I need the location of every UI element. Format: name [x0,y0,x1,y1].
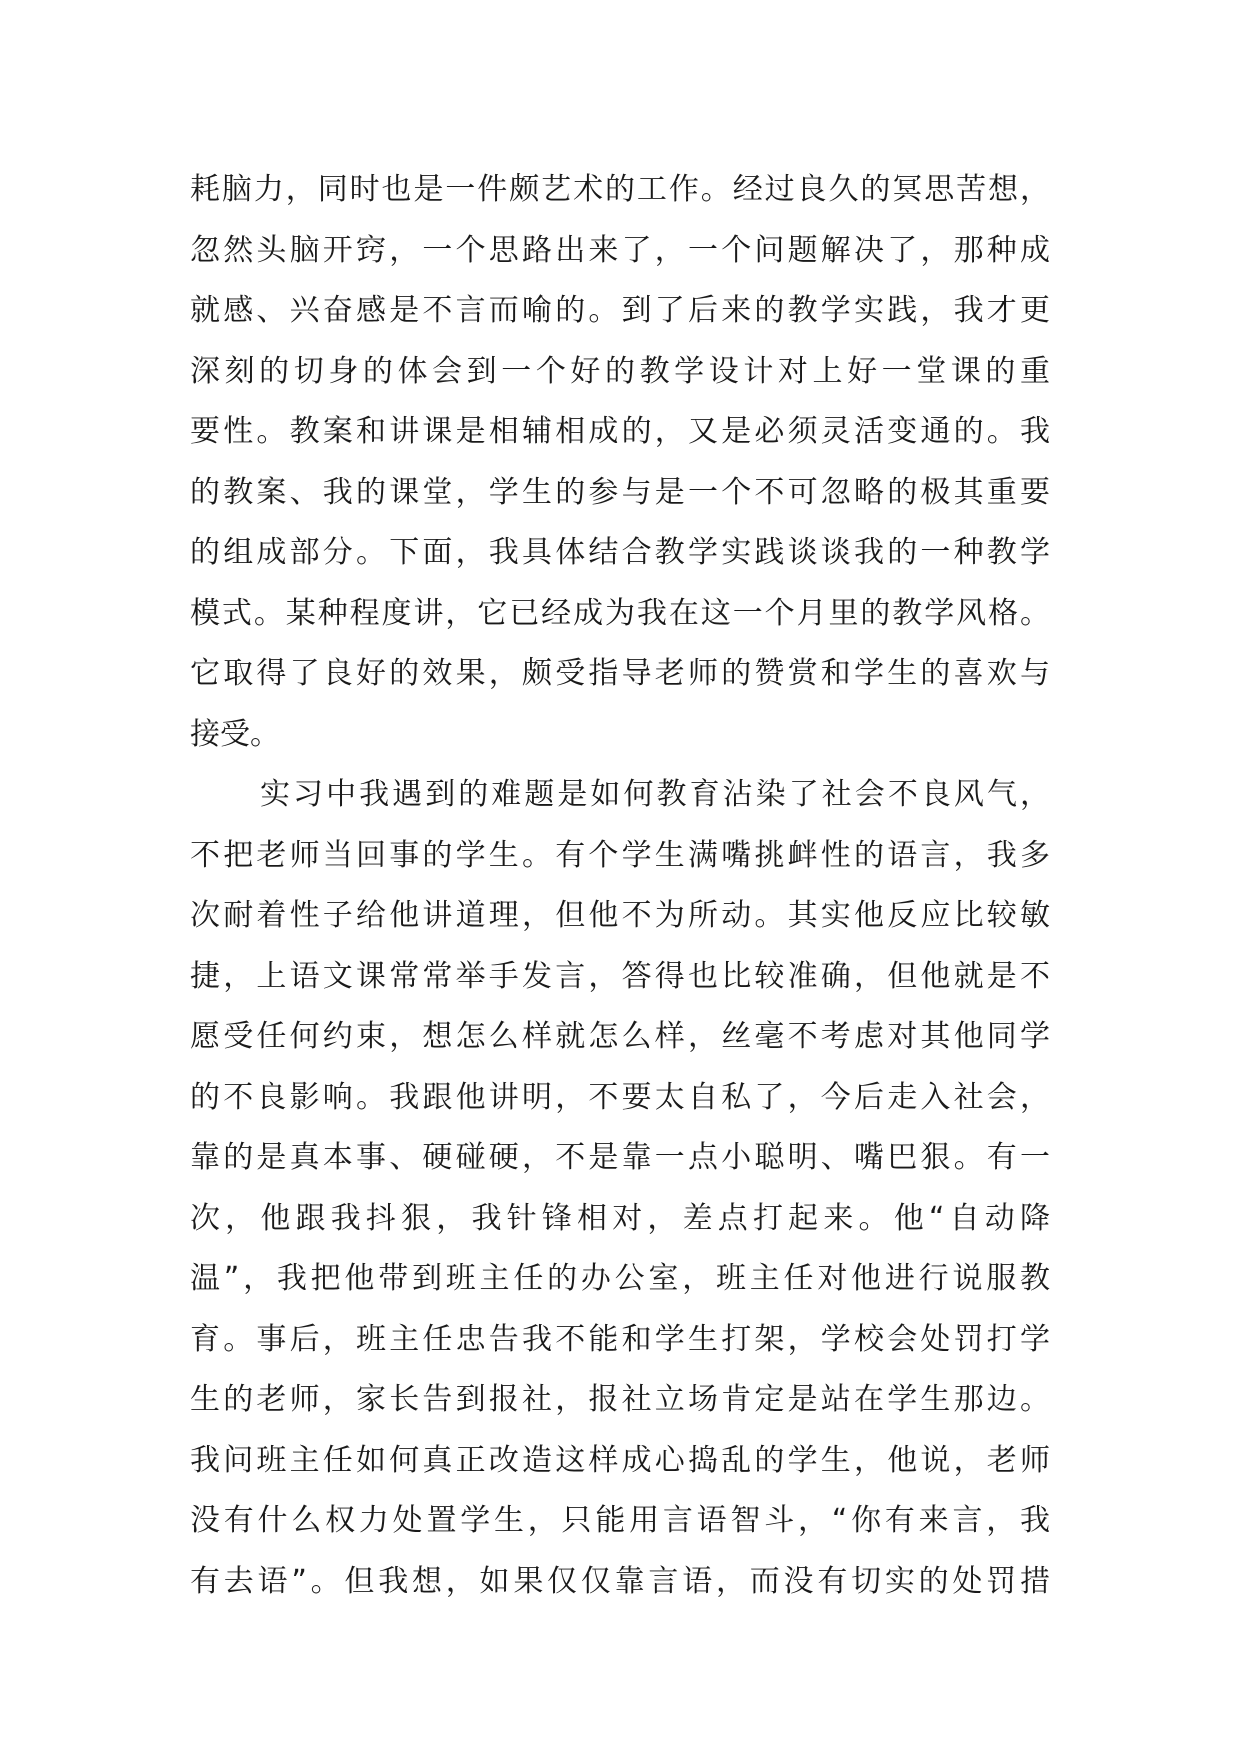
text-line: 耗脑力，同时也是一件颇艺术的工作。经过良久的冥思苦想， [190,172,1050,207]
text-line: 要性。教案和讲课是相辅相成的，又是必须灵活变通的。我 [190,414,1050,449]
text-line: 有去语”。但我想，如果仅仅靠言语，而没有切实的处罚措 [190,1563,1050,1599]
text-line: 次耐着性子给他讲道理，但他不为所动。其实他反应比较敏 [190,898,1050,933]
text-line: 接受。 [190,716,280,752]
text-line: 忽然头脑开窍，一个思路出来了，一个问题解决了，那种成 [190,232,1050,268]
text-line: 生的老师，家长告到报社，报社立场肯定是站在学生那边。 [190,1382,1050,1417]
text-line: 深刻的切身的体会到一个好的教学设计对上好一堂课的重 [190,353,1050,389]
text-line: 的不良影响。我跟他讲明，不要太自私了，今后走入社会， [190,1079,1050,1115]
body-text [190,160,1050,1612]
text-line: 我问班主任如何真正改造这样成心捣乱的学生，他说，老师 [190,1442,1050,1478]
text-line: 捷，上语文课常常举手发言，答得也比较准确，但他就是不 [190,958,1050,994]
text-line: 愿受任何约束，想怎么样就怎么样，丝毫不考虑对其他同学 [190,1019,1050,1054]
text-line: 模式。某种程度讲，它已经成为我在这一个月里的教学风格。 [190,595,1050,631]
text-line: 靠的是真本事、硬碰硬，不是靠一点小聪明、嘴巴狠。有一 [190,1140,1050,1175]
text-line: 没有什么权力处置学生，只能用言语智斗，“你有来言，我 [190,1503,1050,1538]
text-line: 温”，我把他带到班主任的办公室，班主任对他进行说服教 [190,1261,1050,1296]
text-line: 次，他跟我抖狠，我针锋相对，差点打起来。他“自动降 [190,1200,1050,1236]
text-line: 它取得了良好的效果，颇受指导老师的赞赏和学生的喜欢与 [190,656,1050,691]
text-line: 的组成部分。下面，我具体结合教学实践谈谈我的一种教学 [190,535,1050,570]
text-line: 不把老师当回事的学生。有个学生满嘴挑衅性的语言，我多 [190,837,1050,873]
text-line: 的教案、我的课堂，学生的参与是一个不可忽略的极其重要 [190,474,1050,510]
text-line: 实习中我遇到的难题是如何教育沾染了社会不良风气， [260,777,1050,812]
text-line: 育。事后，班主任忠告我不能和学生打架，学校会处罚打学 [190,1321,1050,1357]
text-line: 就感、兴奋感是不言而喻的。到了后来的教学实践，我才更 [190,293,1050,328]
